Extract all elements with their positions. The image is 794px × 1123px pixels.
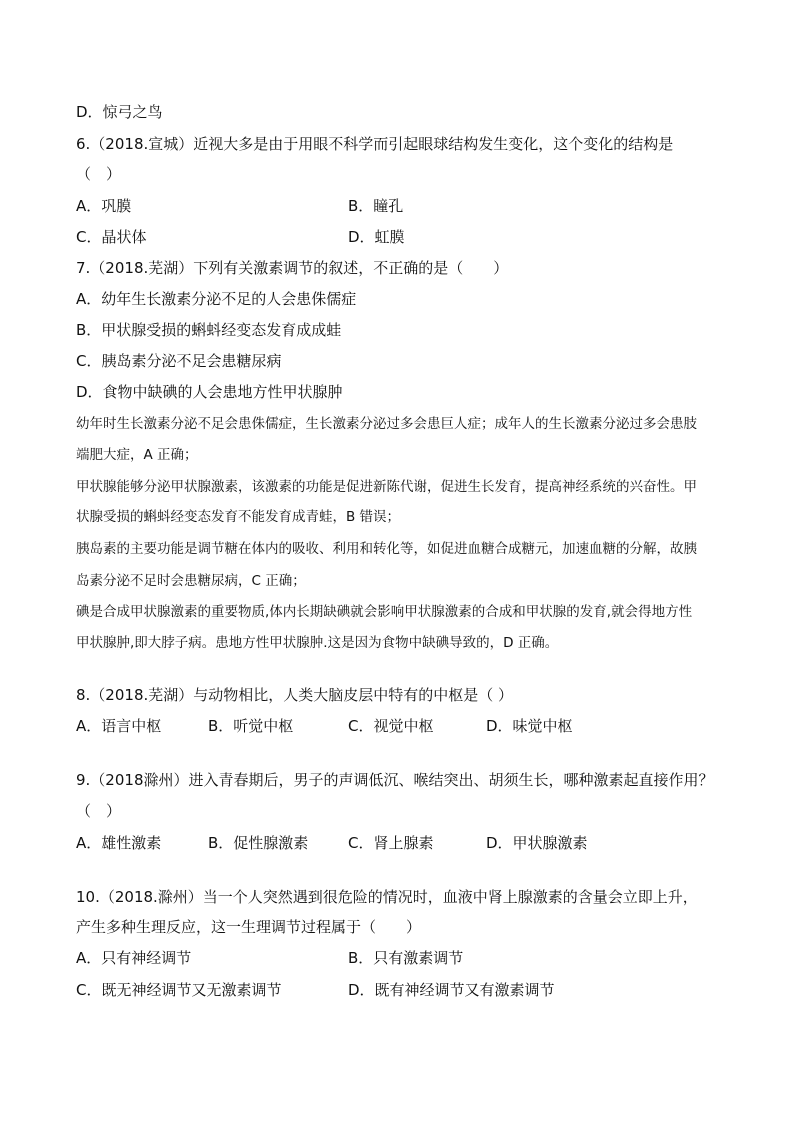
q10-option-d: D．既有神经调节又有激素调节 <box>348 981 555 999</box>
q6-option-a: A．巩膜 <box>76 197 132 215</box>
q7-explanation-line: 状腺受损的蝌蚪经变态发育不能发育成青蛙，B 错误； <box>76 509 401 525</box>
q6-option-c: C．晶状体 <box>76 228 147 246</box>
q5-option-d: D．惊弓之鸟 <box>76 103 163 121</box>
q7-option-d: D．食物中缺碘的人会患地方性甲状腺肿 <box>76 383 343 401</box>
q10-stem-continued: 产生多种生理反应，这一生理调节过程属于（ ） <box>76 918 422 936</box>
q8-option-d: D．味觉中枢 <box>486 717 573 735</box>
q9-option-c: C．肾上腺素 <box>348 834 434 852</box>
q7-option-c: C．胰岛素分泌不足会患糖尿病 <box>76 352 282 370</box>
q8-option-c: C．视觉中枢 <box>348 717 434 735</box>
q6-option-b: B．瞳孔 <box>348 197 404 215</box>
q10-option-c: C．既无神经调节又无激素调节 <box>76 981 282 999</box>
q7-option-b: B．甲状腺受损的蝌蚪经变态发育成成蛙 <box>76 321 342 339</box>
q7-explanation-line: 幼年时生长激素分泌不足会患侏儒症，生长激素分泌过多会患巨人症；成年人的生长激素分泌过多会患肢 <box>76 416 697 432</box>
q9-stem: 9.（2018滁州）进入青春期后，男子的声调低沉、喉结突出、胡须生长，哪种激素起直接作用？ <box>76 771 714 789</box>
q10-option-a: A．只有神经调节 <box>76 949 192 967</box>
q7-explanation-line: 甲状腺能够分泌甲状腺激素，该激素的功能是促进新陈代谢，促进生长发育，提高神经系统的兴奋性。甲 <box>76 479 697 495</box>
q6-option-d: D．虹膜 <box>348 228 405 246</box>
q8-stem: 8.（2018.芜湖）与动物相比，人类大脑皮层中特有的中枢是（ ） <box>76 686 514 704</box>
q9-option-b: B．促性腺激素 <box>208 834 309 852</box>
q7-explanation-line: 端肥大症，A 正确； <box>76 447 198 463</box>
q8-option-a: A．语言中枢 <box>76 717 162 735</box>
q9-paren: （ ） <box>76 802 122 820</box>
q7-explanation-line: 碘是合成甲状腺激素的重要物质,体内长期缺碘就会影响甲状腺激素的合成和甲状腺的发育,就会得地方性 <box>76 604 693 620</box>
q10-stem: 10.（2018.滁州）当一个人突然遇到很危险的情况时，血液中肾上腺激素的含量会立即上升， <box>76 888 698 906</box>
q9-option-a: A．雄性激素 <box>76 834 162 852</box>
q10-option-b: B．只有激素调节 <box>348 949 464 967</box>
q7-explanation-line: 胰岛素的主要功能是调节糖在体内的吸收、利用和转化等，如促进血糖合成糖元，加速血糖的分解，故胰 <box>76 541 697 557</box>
q7-explanation-line: 甲状腺肿,即大脖子病。患地方性甲状腺肿.这是因为食物中缺碘导致的，D 正确。 <box>76 635 559 651</box>
q7-explanation-line: 岛素分泌不足时会患糖尿病，C 正确； <box>76 573 306 589</box>
q8-option-b: B．听觉中枢 <box>208 717 294 735</box>
q9-option-d: D．甲状腺激素 <box>486 834 588 852</box>
q6-stem: 6.（2018.宣城）近视大多是由于用眼不科学而引起眼球结构发生变化，这个变化的结构是 <box>76 135 674 153</box>
q6-paren: （ ） <box>76 165 122 183</box>
q7-stem: 7.（2018.芜湖）下列有关激素调节的叙述，不正确的是（ ） <box>76 259 509 277</box>
q7-option-a: A．幼年生长激素分泌不足的人会患侏儒症 <box>76 290 357 308</box>
